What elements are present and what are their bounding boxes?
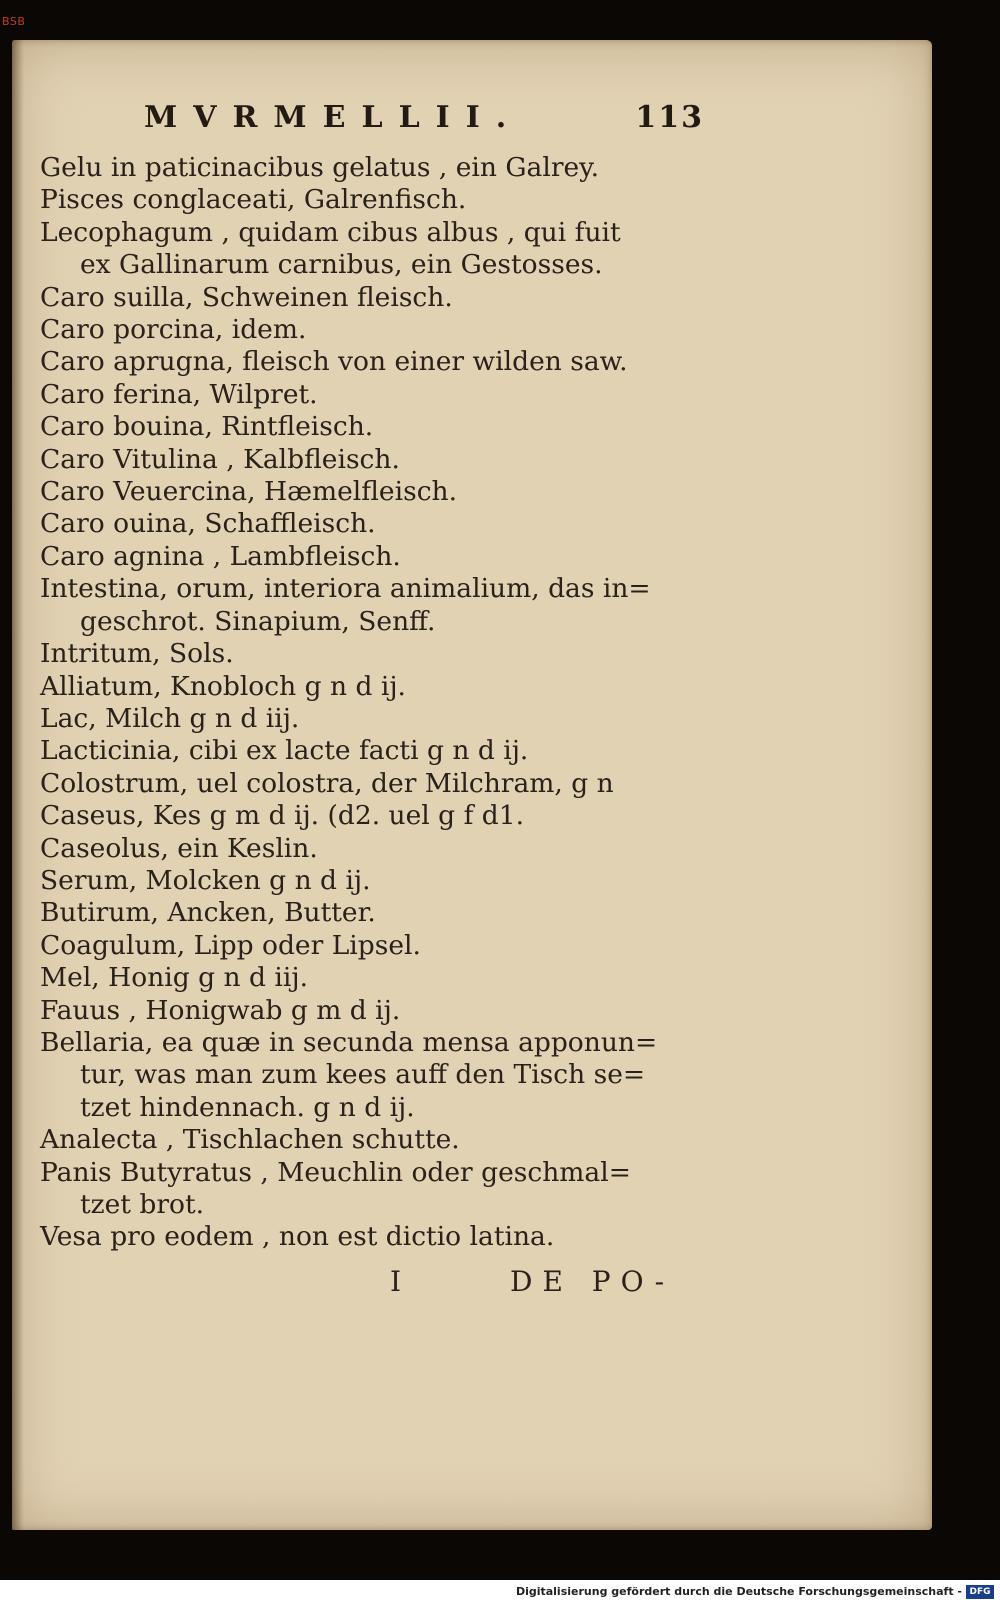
entry-line: Caro aprugna, fleisch von einer wilden saw.: [40, 346, 628, 378]
entry-line: Intestina, orum, interiora animalium, das in=: [40, 573, 651, 605]
entry-continuation: ex Gallinarum carnibus, ein Gestosses.: [80, 249, 603, 281]
entry-line: Caseolus, ein Keslin.: [40, 832, 318, 864]
entry-line: Butirum, Ancken, Butter.: [40, 897, 376, 929]
entry-line: Serum, Molcken g n d ij.: [40, 864, 371, 896]
running-title: MVRMELLII.: [144, 100, 523, 135]
entry-line: Gelu in paticinacibus gelatus , ein Galrey.: [40, 152, 600, 183]
entry-line: Intritum, Sols.: [40, 638, 234, 670]
entry-line: Coagulum, Lipp oder Lipsel.: [40, 929, 421, 961]
entry-line: Caseus, Kes g m d ij. (d2. uel g f d1.: [40, 800, 525, 832]
page-number: 113: [635, 100, 704, 135]
entry-line: Lecophagum , quidam cibus albus , qui fuit: [40, 216, 621, 248]
entry-continuation: geschrot. Sinapium, Senff.: [80, 605, 436, 637]
book-page: [12, 40, 932, 1530]
entry-line: Caro Veuercina, Hæmelfleisch.: [40, 476, 458, 508]
catchword: DE PO-: [510, 1265, 675, 1298]
signature-mark: I: [390, 1265, 402, 1298]
entry-continuation: tzet brot.: [80, 1189, 205, 1220]
entry-line: Caro porcina, idem.: [40, 314, 307, 346]
entry-line: Caro ouina, Schaffleisch.: [40, 508, 376, 540]
entry-line: Caro suilla, Schweinen fleisch.: [40, 281, 453, 313]
entry-line: Mel, Honig g n d iij.: [40, 962, 308, 994]
glossary-entries: [40, 152, 720, 1254]
entry-line: Alliatum, Knobloch g n d ij.: [40, 670, 406, 702]
entry-continuation: tzet hindennach. g n d ij.: [80, 1091, 415, 1123]
library-mark: BSB: [2, 15, 26, 28]
funding-bar: [0, 1580, 1000, 1606]
entry-line: Panis Butyratus , Meuchlin oder geschmal=: [40, 1156, 631, 1188]
funding-text: Digitalisierung gefördert durch die Deutsche Forschungsgemeinschaft -: [515, 1585, 962, 1598]
entry-line: Colostrum, uel colostra, der Milchram, g n: [40, 767, 614, 799]
entry-line: Caro agnina , Lambfleisch.: [40, 540, 401, 572]
entry-line: Pisces conglaceati, Galrenfisch.: [40, 184, 467, 216]
entry-line: Fauus , Honigwab g m d ij.: [40, 994, 401, 1026]
running-head: [144, 100, 704, 135]
dfg-logo: DFG: [966, 1585, 994, 1599]
entry-line: Lacticinia, cibi ex lacte facti g n d ij.: [40, 735, 529, 767]
entry-line: Caro Vitulina , Kalbfleisch.: [40, 443, 400, 475]
entry-line: Vesa pro eodem , non est dictio latina.: [40, 1221, 555, 1253]
entry-line: Caro ferina, Wilpret.: [40, 378, 318, 410]
entry-continuation: tur, was man zum kees auff den Tisch se=: [80, 1059, 646, 1091]
entry-line: Lac, Milch g n d iij.: [40, 702, 300, 734]
entry-line: Caro bouina, Rintfleisch.: [40, 411, 374, 443]
entry-line: Bellaria, ea quæ in secunda mensa apponun=: [40, 1026, 658, 1058]
entry-line: Analecta , Tischlachen schutte.: [40, 1124, 460, 1156]
